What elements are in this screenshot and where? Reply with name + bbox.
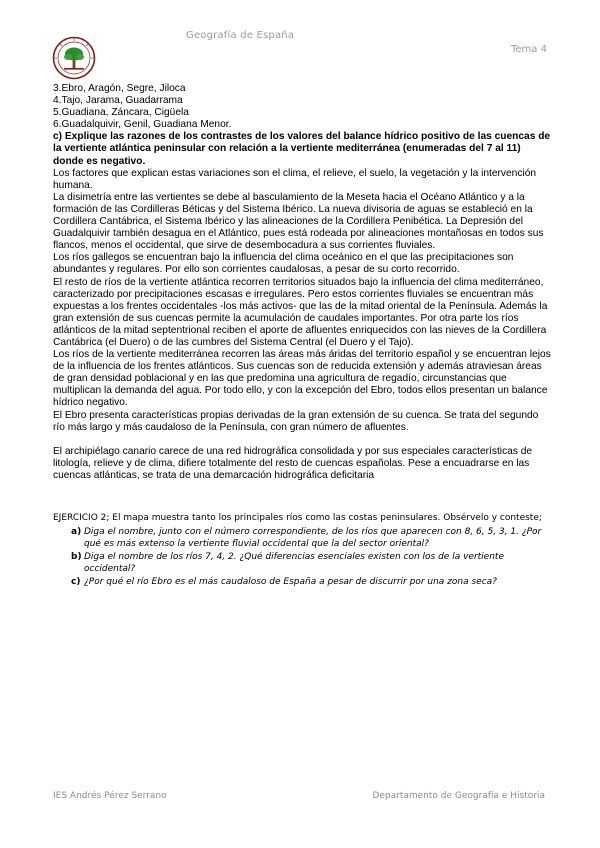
question-marker: c) xyxy=(71,576,81,587)
question-text: Diga el nombre de los ríos 7, 4, 2. ¿Qué diferencias esenciales existen con los de la vertiente occidental? xyxy=(84,551,504,575)
river-list-item: 3.Ebro, Aragón, Segre, Jiloca xyxy=(53,83,186,94)
paragraph: El Ebro presenta características propias derivadas de la gran extensión de su cuenca. Se trata del segundo río más largo y más caudaloso de la Península, con gran número de afluentes. xyxy=(53,409,539,433)
school-logo xyxy=(52,36,96,80)
paragraph: Los ríos de la vertiente mediterránea recorren las áreas más áridas del territorio español y se encuentran lejos de la influencia de los frentes atlánticos. Sus cuencas son de reducida extensión y además atraviesan áreas de gran densidad poblacional y en las que predomina una agricultura de regadío, circunstancias que multiplican la demanda del agua. Por todo ello, y con la excepción del Ebro, todos ellos presentan un balance hídrico negativo. xyxy=(53,349,551,409)
header-tema: Tema 4 xyxy=(511,44,547,55)
exercise-question-a xyxy=(53,526,551,551)
river-list-item: 6.Guadalquivir, Genil, Guadiana Menor. xyxy=(53,119,232,131)
exercise-intro: EJERCICIO 2; El mapa muestra tanto los principales ríos como las costas peninsulares. Obsérvelo y conteste; xyxy=(53,513,542,523)
header-title: Geografía de España xyxy=(186,30,295,41)
paragraph: El resto de ríos de la vertiente atlántica recorren territorios situados bajo la influencia del clima mediterráneo, caracterizado por precipitaciones escasas e irregulares. Pero estos corrientes fluviales se encuentran más expuestas a los frentes occidentales -los más activos- que las de la mitad oriental de la Península. Además la gran extensión de sus cuencas permite la acumulación de caudales importantes. Por otra parte los ríos atlánticos de la mitad septentrional reciben el aporte de afluentes enriquecidos con las nieves de la Cordillera Cantábrica (el Duero) o de las cumbres del Sistema Central (el Duero y el Tajo). xyxy=(53,276,548,348)
exercise-2 xyxy=(53,512,551,589)
question-text: ¿Por qué el río Ebro es el más caudaloso de España a pesar de discurrir por una zona seca? xyxy=(84,576,497,587)
paragraph: Los ríos gallegos se encuentran bajo la influencia del clima oceánico en el que las precipitaciones son abundantes y regulares. Por ello son corrientes caudalosas, a pesar de su corto recorrido. xyxy=(53,252,514,276)
paragraph: Los factores que explican estas variaciones son el clima, el relieve, el suelo, la vegetación y la intervención humana. xyxy=(53,167,537,191)
question-c: c) Explique las razones de los contrastes de los valores del balance hídrico positivo de las cuencas de la vertiente atlántica peninsular con relación a la vertiente mediterránea (enumeradas del 7 al 11) donde es negativo. xyxy=(53,131,551,167)
exercise-question-b xyxy=(53,551,551,576)
canarias-paragraph: El archipiélago canario carece de una red hidrográfica consolidada y por sus especiales características de litología, relieve y de clima, difiere totalmente del resto de cuencas españolas. Pese a encuadrarse en las cuencas atlánticas, se trata de una demarcación hidrográfica deficitaria xyxy=(53,445,533,481)
paragraph: La disimetría entre las vertientes se debe al basculamiento de la Meseta hacia el Océano Atlántico y a la formación de las Cordilleras Béticas y del Sistema Ibérico. La nueva divisoria de aguas se estableció en la Cordillera Cantábrica, el Sistema Ibérico y las alineaciones de la Cordillera Penibética. La Depresión del Guadalquivir también desagua en el Atlántico, pues está rodeada por alineaciones montañosas en todos sus flancos, menos el occidental, que sirve de desembocadura a sus corrientes fluviales. xyxy=(53,191,544,252)
footer-department: Departamento de Geografía e Historia xyxy=(372,791,545,801)
question-marker: b) xyxy=(71,551,82,562)
exercise-questions xyxy=(53,526,551,589)
footer-school: IES Andrés Pérez Serrano xyxy=(53,791,167,801)
question-marker: a) xyxy=(71,526,82,537)
river-list-item: 4.Tajo, Jarama, Guadarrama xyxy=(53,95,183,107)
exercise-question-c xyxy=(53,576,551,589)
river-list-item: 5.Guadiana, Záncara, Cigüela xyxy=(53,107,189,119)
question-text: Diga el nombre, junto con el número correspondiente, de los ríos que aparecen con 8, 6, 5, 3, 1. ¿Por qué es más extenso la vertiente fluvial occidental que la del sector oriental? xyxy=(84,526,542,550)
document-body xyxy=(53,83,551,482)
